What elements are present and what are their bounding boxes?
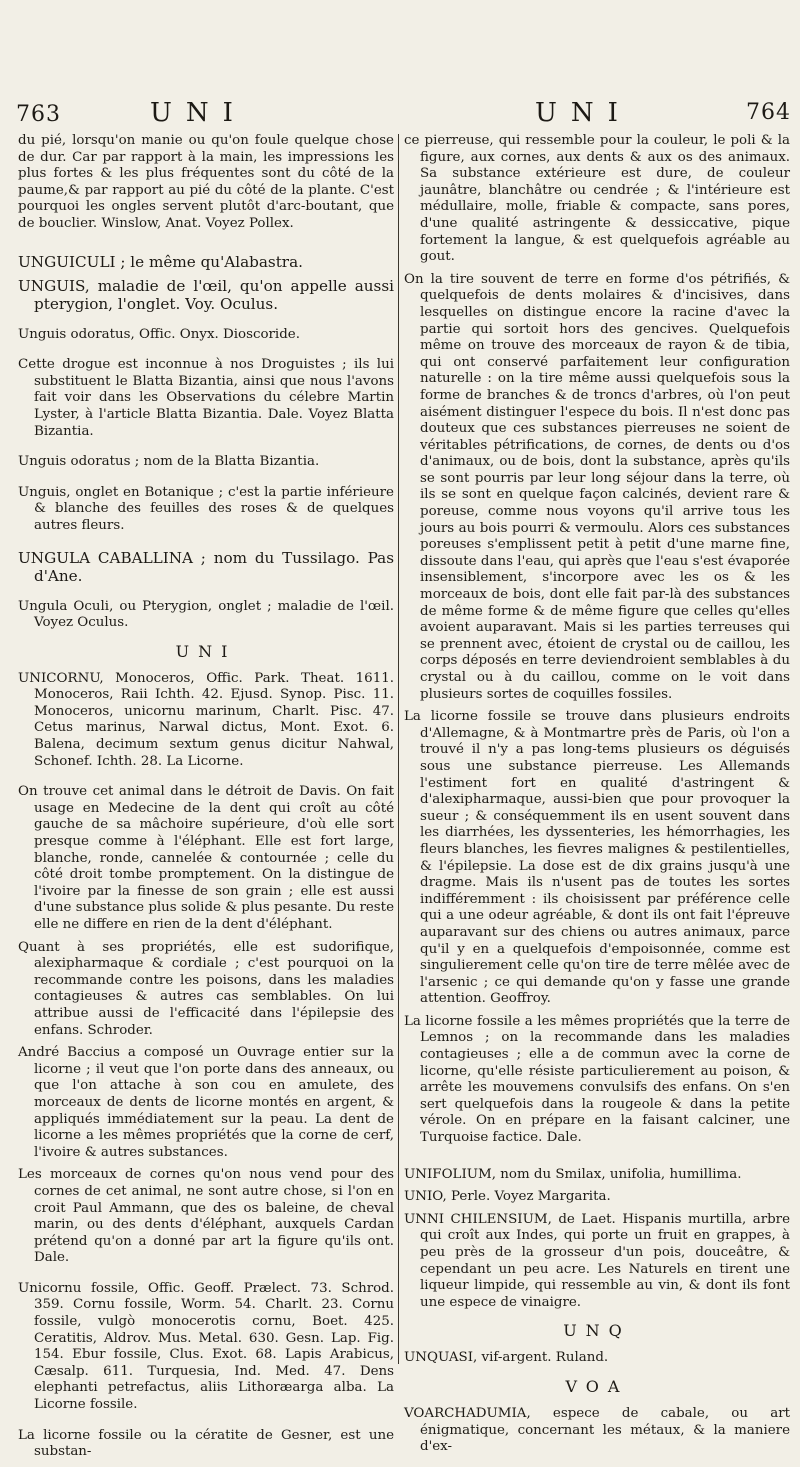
- entry-paragraph: Cette drogue est inconnue à nos Droguistes ; ils lui substituent le Blatta Bizantia, ainsi que nous l'avons fait voir dans les Observations du célebre Martin Lyster, à l'article Blatta Bizantia. Dale. Voyez Blatta Bizantia.: [18, 357, 394, 439]
- entry-ungula-caballina: UNGULA CABALLINA ; nom du Tussilago. Pas d'Ane.: [18, 548, 394, 585]
- left-page-number: 763: [16, 102, 61, 127]
- entry-unquasi: UNQUASI, vif-argent. Ruland.: [404, 1350, 609, 1366]
- entry-unicornu: UNICORNU, Monoceros, Offic. Park. Theat. 1611. Monoceros, Raii Ichth. 42. Ejusd. Synop. Pisc. 11. Monoceros, unicornu marinum, Charlt. Pisc. 47. Cetus marinus, Narwal dictus, Mont. Exot. 6. Balena, decimum sextum genus dicitur Nahwal, Schonef. Ichth. 28. La Licorne.: [18, 670, 394, 769]
- entry-unio: UNIO, Perle. Voyez Margarita.: [404, 1189, 611, 1205]
- entry-paragraph: du pié, lorsqu'on manie ou qu'on foule quelque chose de dur. Car par rapport à la main, les impressions les plus fortes & les plus fréquentes sont du côté de la paume,& par rapport au pié du côté de la plante. C'est pourquoi les ongles servent plutôt d'arc-boutant, que de bouclier. Winslow, Anat. Voyez Pollex.: [18, 133, 394, 231]
- entry-unni-chilensium: UNNI CHILENSIUM, de Laet. Hispanis murtilla, arbre qui croît aux Indes, qui porte un fruit en grappes, à peu près de la grosseur d'un pois, douceâtre, & cependant un peu acre. Les Naturels en tirent une liqueur limpide, qui ressemble au vin, & dont ils font une espece de vinaigre.: [404, 1211, 790, 1310]
- left-running-head: UNI: [150, 98, 247, 128]
- entry-unguis-odoratus: Unguis odoratus, Offic. Onyx. Dioscoride.: [18, 326, 300, 342]
- right-running-head: UNI: [535, 98, 632, 128]
- entry-paragraph: ce pierreuse, qui ressemble pour la couleur, le poli & la figure, aux cornes, aux dents & aux os des animaux. Sa substance extérieure est dure, de couleur jaunâtre, blanchâtre ou cendrée ; & l'intérieure est médullaire, molle, friable & compacte, sans pores, d'une qualité astringente & dessiccative, pique fortement la langue, & est quelquefois agréable au gout.: [404, 133, 790, 265]
- entry-unguis: UNGUIS, maladie de l'œil, qu'on appelle aussi pterygion, l'onglet. Voy. Oculus.: [18, 276, 394, 313]
- section-heading-voa: VOA: [565, 1376, 629, 1396]
- entry-paragraph: La licorne fossile ou la cératite de Gesner, est une substan-: [18, 1427, 394, 1460]
- entry-paragraph: Quant à ses propriétés, elle est sudorifique, alexipharmaque & cordiale ; c'est pourquoi on la recommande contre les poisons, dans les maladies contagieuses & autres cas semblables. On lui attribue aussi de l'efficacité dans l'épilepsie des enfans. Schroder.: [18, 939, 394, 1038]
- entry-paragraph: Les morceaux de cornes qu'on nous vend pour des cornes de cet animal, ne sont autre chose, si l'on en croit Paul Ammann, que des os baleine, de cheval marin, ou des dents d'éléphant, auxquels Cardan prétend qu'on a donné par art la figure qu'ils ont. Dale.: [18, 1167, 394, 1266]
- entry-paragraph: On trouve cet animal dans le détroit de Davis. On fait usage en Medecine de la dent qui croît au côté gauche de sa mâchoire supérieure, d'où elle sort presque comme à l'éléphant. Elle est fort large, blanche, ronde, cannelée & contournée ; celle du côté droit tombe promptement. On la distingue de l'ivoire par la finesse de son grain ; elle est aussi d'une substance plus solide & plus pesante. Du reste elle ne differe en rien de la dent d'éléphant.: [18, 784, 394, 932]
- section-heading-unq: UNQ: [563, 1321, 631, 1341]
- entry-unicornu-fossile: Unicornu fossile, Offic. Geoff. Prælect. 73. Schrod. 359. Cornu fossile, Worm. 54. Charlt. 23. Cornu fossile, vulgò monocerotis cornu, Boet. 425. Ceratitis, Aldrov. Mus. Metal. 630. Gesn. Lap. Fig. 154. Ebur fossile, Clus. Exot. 68. Lapis Arabicus, Cæsalp. 611. Turquesia, Ind. Med. 47. Dens elephanti petrefactus, aliis Lithoræarga alba. La Licorne fossile.: [18, 1280, 394, 1413]
- left-column: [18, 133, 394, 1467]
- right-column: [404, 133, 790, 1462]
- entry-unguiculi: UNGUICULI ; le même qu'Alabastra.: [18, 252, 303, 271]
- entry-unguis-odoratus-2: Unguis odoratus ; nom de la Blatta Bizantia.: [18, 454, 320, 470]
- entry-unifolium: UNIFOLIUM, nom du Smilax, unifolia, humillima.: [404, 1166, 742, 1182]
- entry-voarchadumia: VOARCHADUMIA, espece de cabale, ou art énigmatique, concernant les métaux, & la maniere d'ex-: [404, 1405, 790, 1455]
- entry-ungula-oculi: Ungula Oculi, ou Pterygion, onglet ; maladie de l'œil. Voyez Oculus.: [18, 598, 394, 631]
- entry-paragraph: On la tire souvent de terre en forme d'os pétrifiés, & quelquefois de dents molaires & d'incisives, dans lesquelles on distingue encore la racine d'avec la partie qui sortoit hors des gencives. Quelquefois même on trouve des morceaux de rayon & de tibia, qui ont conservé parfaitement leur configuration naturelle : on la tire même aussi quelquefois sous la forme de branches & de troncs d'arbres, où l'on peut aisément distinguer l'espece du bois. Il n'est donc pas douteux que ces substances pierreuses ne soient de véritables pétrifications, de cornes, de dents ou d'os d'animaux, ou de bois, dont la substance, après qu'ils se sont pourris par leur long séjour dans la terre, où ils se sont en quelque façon calcinés, devient rare & poreuse, comme nous voyons qu'il arrive tous les jours au bois pourri & vermoulu. Alors ces substances poreuses s'emplissent petit à petit d'une marne fine, dissoute dans l'eau, qui après que l'eau s'est évaporée insensiblement, s'incorpore avec les os & les morceaux de bois, dont elle fait par-là des substances de même forme & de même figure que celles qu'elles avoient auparavant. Mais si les parties terreuses qui se prennent avec, étoient de crystal ou de caillou, les corps déposés en terre deviendroient semblables à du crystal ou à du caillou, comme on le voit dans plusieurs sortes de coquilles fossiles.: [404, 271, 790, 702]
- entry-unguis-onglet: Unguis, onglet en Botanique ; c'est la partie inférieure & blanche des feuilles des roses & de quelques autres fleurs.: [18, 484, 394, 533]
- entry-paragraph: André Baccius a composé un Ouvrage entier sur la licorne ; il veut que l'on porte dans des anneaux, ou que l'on attache à son cou en amulete, des morceaux de dents de licorne montés en argent, & appliqués immédiatement sur la peau. La dent de licorne a les mêmes propriétés que la corne de cerf, l'ivoire & autres substances.: [18, 1045, 394, 1160]
- section-heading-uni: UNI: [175, 641, 237, 661]
- right-page-number: 764: [746, 100, 791, 125]
- column-divider: [398, 134, 399, 1364]
- entry-paragraph: La licorne fossile se trouve dans plusieurs endroits d'Allemagne, & à Montmartre près de Paris, où l'on a trouvé il n'y a pas long-tems plusieurs os déguisés sous une substance pierreuse. Les Allemands l'estiment fort en qualité d'astringent & d'alexipharmaque, aussi-bien que pour provoquer la sueur ; & conséquemment ils en usent souvent dans les diarrhées, les dyssenteries, les hémorrhagies, les fleurs blanches, les fievres malignes & pestilentielles, & l'épilepsie. La dose est de dix grains jusqu'à une dragme. Mais ils n'usent pas de toutes les sortes indifféremment : ils choisissent par préférence celle qui a une odeur agréable, & dont ils ont fait l'épreuve auparavant sur des chiens ou autres animaux, parce qu'il y en a quelquefois d'empoisonnée, comme est singulierement celle qu'on tire de terre mêlée avec de l'arsenic ; ce qui demande qu'on y fasse une grande attention. Geoffroy.: [404, 709, 790, 1007]
- entry-paragraph: La licorne fossile a les mêmes propriétés que la terre de Lemnos ; on la recommande dans les maladies contagieuses ; elle a de commun avec la corne de licorne, qu'elle résiste particulierement au poison, & arrête les mouvemens convulsifs des enfans. On s'en sert quelquefois dans la rougeole & dans la petite vérole. On en prépare en la faisant calciner, une Turquoise factice. Dale.: [404, 1013, 790, 1146]
